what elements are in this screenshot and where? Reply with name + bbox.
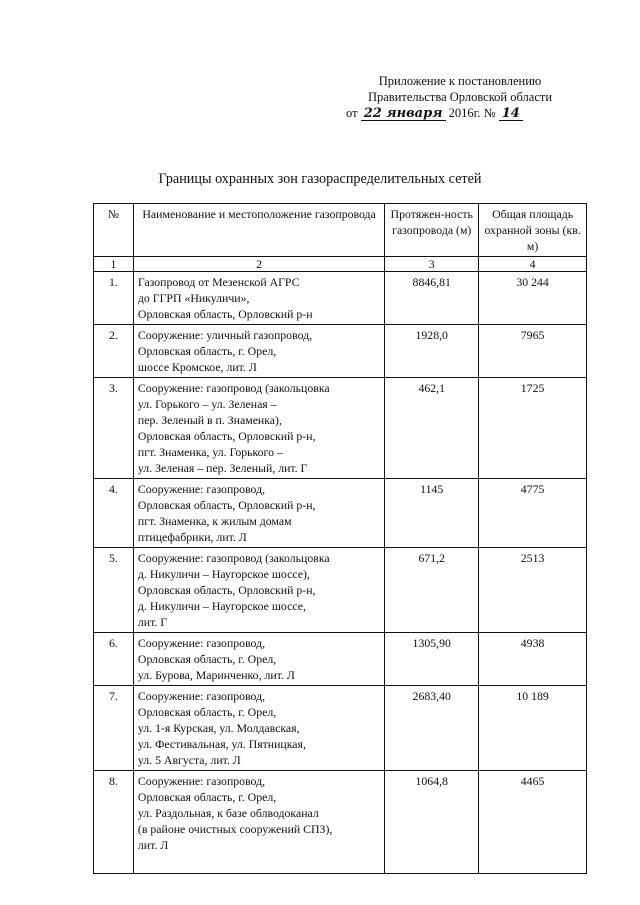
table-row (94, 479, 587, 548)
pipeline-name: Сооружение: уличный газопровод, Орловская область, г. Орел, шоссе Кромское, лит. Л (133, 325, 384, 378)
row-number: 7. (94, 686, 134, 771)
table-row (94, 325, 587, 378)
pipeline-length: 8846,81 (385, 272, 479, 325)
zone-area: 2513 (479, 548, 587, 633)
header-length: Протяжен-ность газопровода (м) (385, 204, 479, 257)
col-number-2: 2 (133, 257, 384, 272)
handwritten-number: 14 (499, 107, 523, 121)
row-number: 8. (94, 771, 134, 874)
zone-area: 1725 (479, 378, 587, 479)
table-row (94, 272, 587, 325)
row-number: 4. (94, 479, 134, 548)
pipeline-name: Газопровод от Мезенской АГРС до ГГРП «Никуличи», Орловская область, Орловский р-н (133, 272, 384, 325)
zone-area: 4938 (479, 633, 587, 686)
zone-area: 30 244 (479, 272, 587, 325)
zone-area: 10 189 (479, 686, 587, 771)
table-row (94, 686, 587, 771)
pipeline-name: Сооружение: газопровод (закольцовка ул. Горького – ул. Зеленая – пер. Зеленый в п. Знаменка), Орловская область, Орловский р-н, пгт. Знаменка, ул. Горького – ул. Зеленая – пер. Зеленый, лит. Г (133, 378, 384, 479)
appendix-header (340, 73, 580, 121)
year-number-label: 2016г. № (448, 106, 496, 120)
pipeline-length: 671,2 (385, 548, 479, 633)
table-header-row (94, 204, 587, 257)
table-row (94, 633, 587, 686)
row-number: 6. (94, 633, 134, 686)
pipeline-name: Сооружение: газопровод, Орловская область, г. Орел, ул. Бурова, Маринченко, лит. Л (133, 633, 384, 686)
col-number-3: 3 (385, 257, 479, 272)
zone-area: 4775 (479, 479, 587, 548)
zone-area: 4465 (479, 771, 587, 874)
table-row (94, 548, 587, 633)
pipeline-name: Сооружение: газопровод, Орловская область, Орловский р-н, пгт. Знаменка, к жилым домам птицефабрики, лит. Л (133, 479, 384, 548)
pipeline-length: 1145 (385, 479, 479, 548)
appendix-line-2: Правительства Орловской области (367, 90, 553, 104)
pipeline-length: 462,1 (385, 378, 479, 479)
table-row (94, 771, 587, 874)
pipeline-name: Сооружение: газопровод, Орловская область, г. Орел, ул. 1-я Курская, ул. Молдавская, ул. Фестивальная, ул. Пятницкая, ул. 5 Августа, лит. Л (133, 686, 384, 771)
row-number: 3. (94, 378, 134, 479)
column-numbers-row (94, 257, 587, 272)
header-area: Общая площадь охранной зоны (кв. м) (479, 204, 587, 257)
pipeline-length: 1064,8 (385, 771, 479, 874)
from-label: от (346, 106, 358, 120)
row-number: 2. (94, 325, 134, 378)
appendix-line-1: Приложение к постановлению (378, 74, 542, 88)
table-row (94, 378, 587, 479)
col-number-4: 4 (479, 257, 587, 272)
pipeline-name: Сооружение: газопровод (закольцовка д. Никуличи – Наугорское шоссе), Орловская область, Орловский р-н, д. Никуличи – Наугорское шоссе, лит. Г (133, 548, 384, 633)
zones-table (93, 203, 587, 874)
pipeline-length: 2683,40 (385, 686, 479, 771)
pipeline-length: 1305,90 (385, 633, 479, 686)
pipeline-name: Сооружение: газопровод, Орловская область, г. Орел, ул. Раздольная, к базе облводоканал (в районе очистных сооружений СПЗ), лит. Л (133, 771, 384, 874)
document-title: Границы охранных зон газораспределительных сетей (158, 171, 482, 187)
zone-area: 7965 (479, 325, 587, 378)
handwritten-date: 22 января (361, 107, 446, 121)
row-number: 1. (94, 272, 134, 325)
row-number: 5. (94, 548, 134, 633)
header-name: Наименование и местоположение газопровода (133, 204, 384, 257)
header-number: № (94, 204, 134, 257)
col-number-1: 1 (94, 257, 134, 272)
pipeline-length: 1928,0 (385, 325, 479, 378)
decree-signature-line (340, 105, 580, 121)
